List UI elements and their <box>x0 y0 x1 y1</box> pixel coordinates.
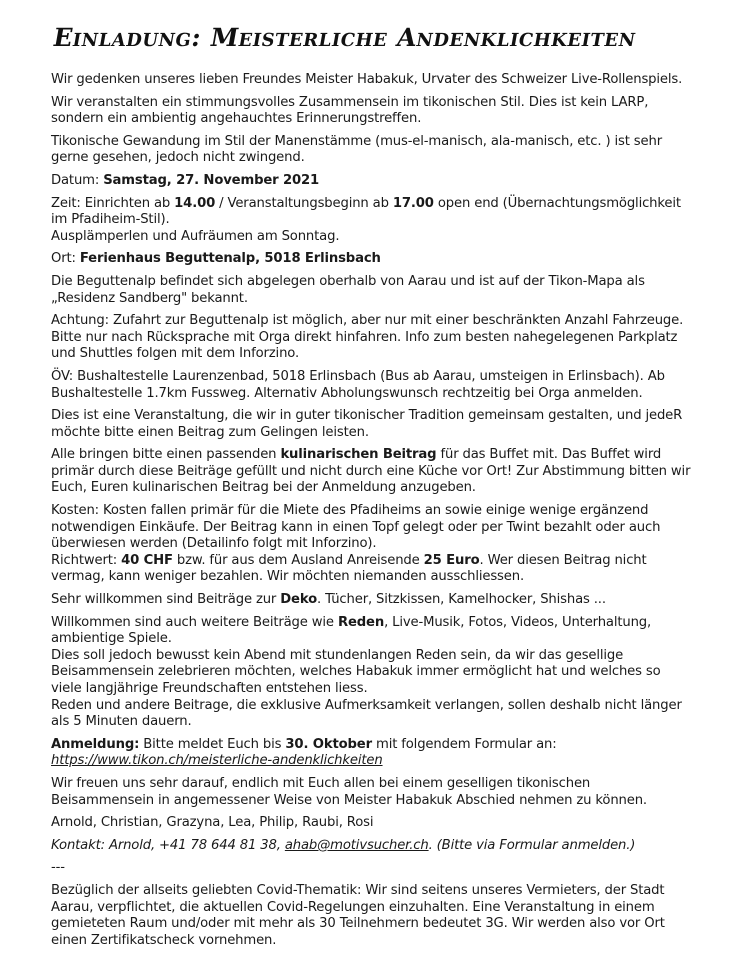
location-label: Ort: <box>51 251 80 267</box>
date-value: Samstag, 27. November 2021 <box>103 172 320 188</box>
price-euro: 25 Euro <box>423 552 480 568</box>
location-paragraph <box>51 251 695 268</box>
setup-time: 14.00 <box>174 195 216 211</box>
registration-text: mit folgendem Formular an: <box>371 736 557 752</box>
location-description: Die Beguttenalp befindet sich abgelegen oberhalb von Aarau und ist auf der Tikon-Mapa als „Residenz Sandberg" bekannt. <box>51 273 645 306</box>
contact-paragraph <box>51 838 695 855</box>
contact-email-link[interactable]: ahab@motivsucher.ch <box>284 837 429 853</box>
costs-text: bzw. für aus dem Ausland Anreisende <box>172 552 424 568</box>
decoration-paragraph <box>51 592 695 609</box>
organizer-names: Arnold, Christian, Grazyna, Lea, Philip, Raubi, Rosi <box>51 815 374 831</box>
time-text: Zeit: Einrichten ab <box>51 195 175 211</box>
speeches-text: Reden und andere Beitrage, die exklusive Aufmerksamkeit verlangen, sollen deshalb nicht länger als 5 Minuten dauern. <box>51 697 682 730</box>
buffet-paragraph <box>51 447 695 497</box>
covid-paragraph: Bezüglich der allseits geliebten Covid-Thematik: Wir sind seitens unseres Vermieters, der Stadt Aarau, verpflichtet, die aktuellen Covid-Regelungen einzuhalten. Eine Veranstaltung in einem gemieteten Raum und/oder mit mehr als 30 Teilnehmern bedeutet 3G. Wir werden also vor Ort einen Zertifikatscheck vornehmen. <box>51 882 665 948</box>
registration-form-link[interactable]: https://www.tikon.ch/meisterliche-andenklichkeiten <box>51 753 383 769</box>
deko-keyword: Deko <box>280 592 318 608</box>
dress-code-paragraph: Tikonische Gewandung im Stil der Manenstämme (mus-el-manisch, ala-manisch, etc. ) ist sehr gerne gesehen, jedoch nicht zwingend. <box>51 133 662 166</box>
event-paragraph: Wir veranstalten ein stimmungsvolles Zusammensein im tikonischen Stil. Dies ist kein LARP, sondern ein ambientig angehauchtes Erinnerungstreffen. <box>51 94 649 127</box>
buffet-text: Alle bringen bitte einen passenden <box>51 447 281 463</box>
separator: --- <box>51 860 65 876</box>
speeches-text: Willkommen sind auch weitere Beiträge wie <box>51 614 338 630</box>
public-transport-paragraph: ÖV: Bushaltestelle Laurenzenbad, 5018 Erlinsbach (Bus ab Aarau, umsteigen in Erlinsbach). Ab Bushaltestelle 1.7km Fussweg. Alternativ Abholungswunsch rechtzeitig bei Orga anmelden. <box>51 368 665 401</box>
deko-text: . Tücher, Sitzkissen, Kamelhocker, Shishas ... <box>317 592 606 608</box>
location-value: Ferienhaus Beguttenalp, 5018 Erlinsbach <box>79 251 381 267</box>
tradition-paragraph: Dies ist eine Veranstaltung, die wir in guter tikonischer Tradition gemeinsam gestalten, und jedeR möchte bitte einen Beitrag zum Gelingen leisten. <box>51 408 683 440</box>
speeches-text: Dies soll jedoch bewusst kein Abend mit stundenlangen Reden sein, da wir das gesellige Beisammensein zelebrieren möchten, welches Habakuk immer ermöglicht hat und welches so viele langjährige Freundschaften entstehen liess. <box>51 647 661 696</box>
farewell-paragraph: Wir freuen uns sehr darauf, endlich mit Euch allen bei einem geselligen tikonischen Beisammensein in angemessener Weise von Meister Habakuk Abschied nehmen zu können. <box>51 775 647 808</box>
date-label: Datum: <box>51 172 104 188</box>
access-warning: Achtung: Zufahrt zur Beguttenalp ist möglich, aber nur mit einer beschränkten Anzahl Fahrzeuge. Bitte nur nach Rücksprache mit Orga direkt hinfahren. Info zum besten nahegelegenen Parkplatz und Shuttles folgen mit dem Inforzino. <box>51 313 684 362</box>
invitation-document <box>51 24 695 955</box>
contact-text: . (Bitte via Formular anmelden.) <box>428 837 636 853</box>
price-chf: 40 CHF <box>121 552 173 568</box>
speeches-keyword: Reden <box>337 614 385 630</box>
time-text: open end (Übernachtungsmöglichkeit im Pfadiheim-Stil). <box>51 195 681 228</box>
start-time: 17.00 <box>392 195 434 211</box>
document-title: Einladung: Meisterliche Andenklichkeiten <box>51 23 639 52</box>
culinary-contribution: kulinarischen Beitrag <box>280 447 437 463</box>
speeches-paragraph <box>51 615 695 731</box>
costs-text: Richtwert: <box>51 552 122 568</box>
registration-text: Bitte meldet Euch bis <box>139 736 286 752</box>
buffet-text: für das Buffet mit. Das Buffet wird primär durch diese Beiträge gefüllt und nicht durch eine Küche vor Ort! Zur Abstimmung bitten wir Euch, Euren kulinarischen Beitrag bei der Anmeldung anzugeben. <box>51 447 691 496</box>
date-paragraph <box>51 173 695 190</box>
costs-paragraph <box>51 503 695 586</box>
intro-paragraph: Wir gedenken unseres lieben Freundes Meister Habakuk, Urvater des Schweizer Live-Rollenspiels. <box>51 72 683 87</box>
time-paragraph <box>51 196 695 246</box>
costs-text: Kosten: Kosten fallen primär für die Miete des Pfadiheims an sowie einige wenige ergänzend notwendigen Einkäufe. Der Beitrag kann in einen Topf gelegt oder per Twint bezahlt oder auch überwiesen werden (Detailinfo folgt mit Inforzino). <box>51 503 661 552</box>
registration-deadline: 30. Oktober <box>285 736 372 752</box>
registration-label: Anmeldung: <box>51 736 140 752</box>
registration-paragraph <box>51 737 695 770</box>
deko-text: Sehr willkommen sind Beiträge zur <box>51 592 281 608</box>
costs-text: . Wer diesen Beitrag nicht vermag, kann weniger bezahlen. Wir möchten niemanden ausschliessen. <box>51 552 647 585</box>
sunday-note: Ausplämperlen und Aufräumen am Sonntag. <box>51 228 340 244</box>
contact-text: Kontakt: Arnold, +41 78 644 81 38, <box>51 837 285 853</box>
speeches-text: , Live-Musik, Fotos, Videos, Unterhaltung, ambientige Spiele. <box>51 614 652 647</box>
time-text: / Veranstaltungsbeginn ab <box>215 195 393 211</box>
